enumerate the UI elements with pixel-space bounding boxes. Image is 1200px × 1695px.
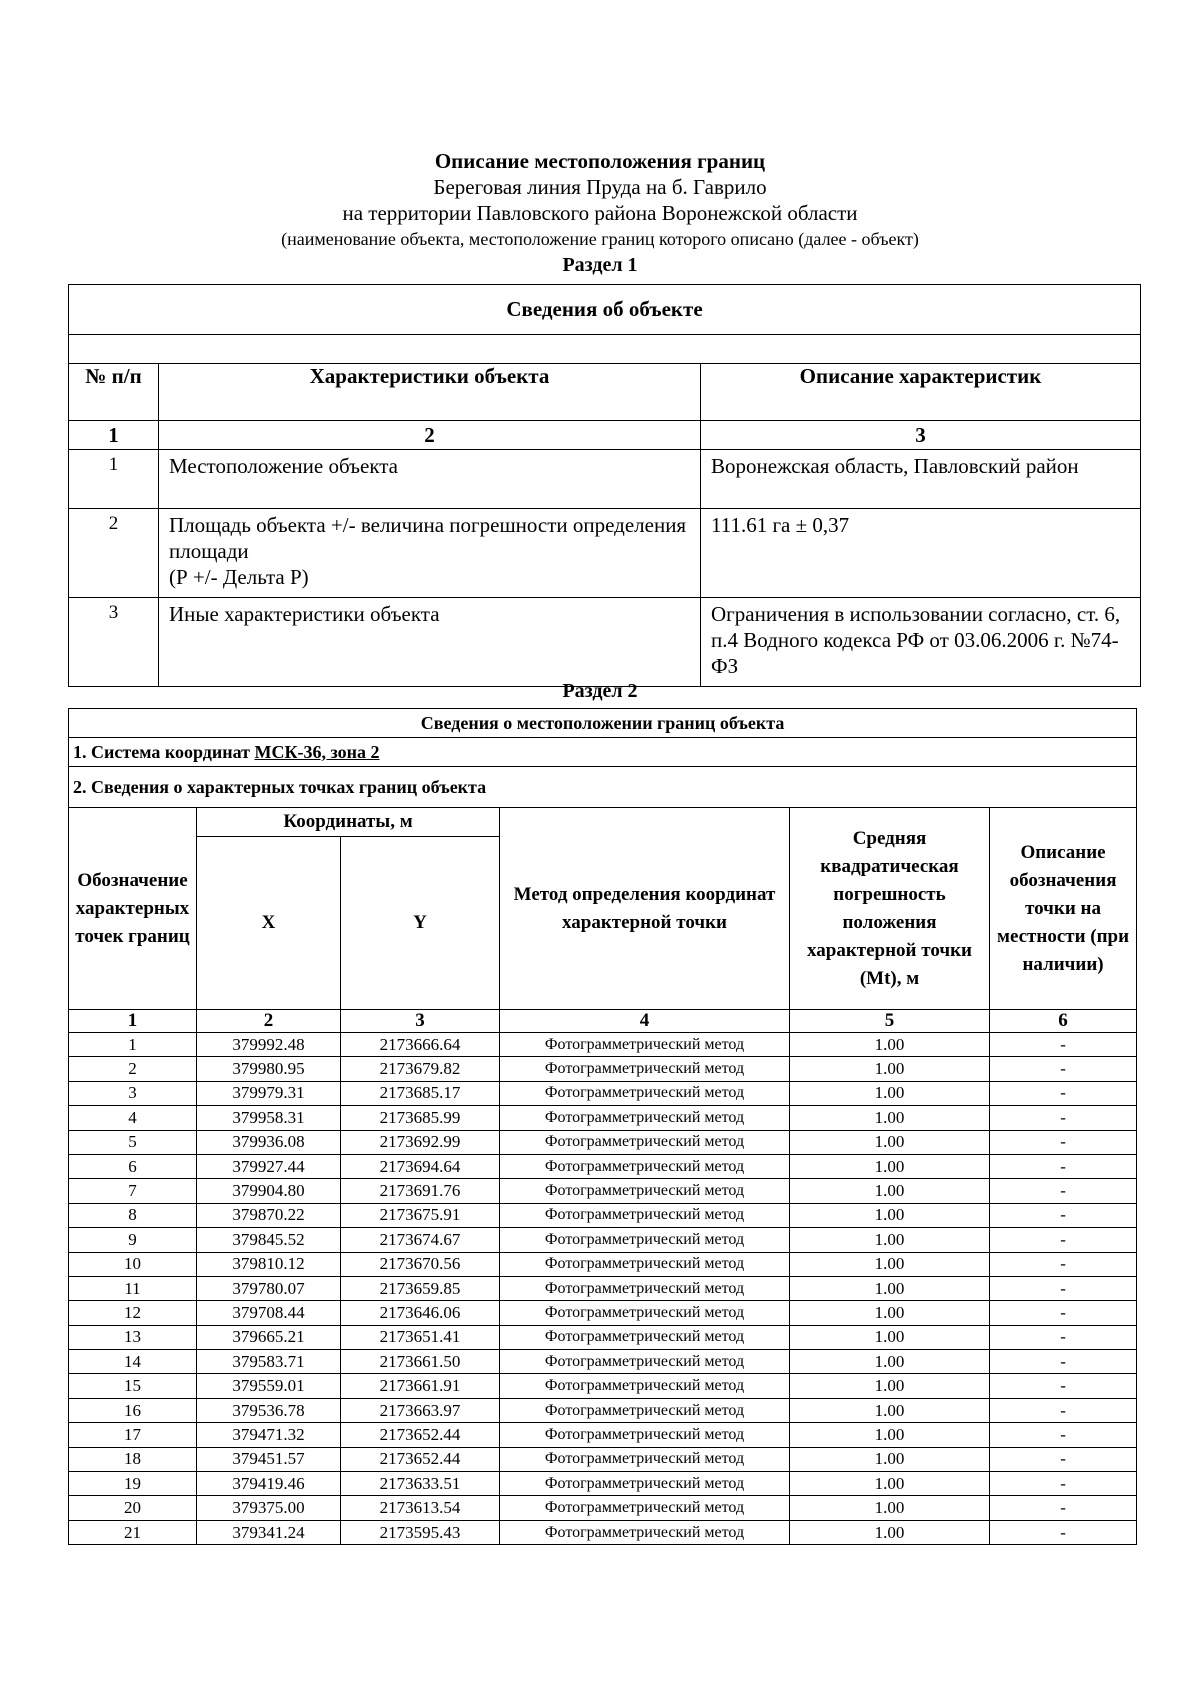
- row-number: 1: [69, 450, 159, 509]
- table-row: [69, 509, 1141, 598]
- point-number: 14: [69, 1350, 197, 1374]
- coordinate-system: [69, 738, 1137, 767]
- object-info-title: Сведения об объекте: [69, 285, 1141, 335]
- point-x: 379559.01: [197, 1374, 341, 1398]
- point-method: Фотограмметрический метод: [500, 1106, 790, 1130]
- point-description: -: [990, 1496, 1137, 1520]
- column-number: 2: [197, 1010, 341, 1033]
- column-number: 6: [990, 1010, 1137, 1033]
- point-x: 379958.31: [197, 1106, 341, 1130]
- object-name-note: (наименование объекта, местоположение границ которого описано (далее - объект): [281, 229, 919, 249]
- point-y: 2173595.43: [341, 1520, 500, 1544]
- point-number: 3: [69, 1081, 197, 1105]
- point-y: 2173646.06: [341, 1301, 500, 1325]
- point-number: 1: [69, 1033, 197, 1057]
- point-error: 1.00: [790, 1301, 990, 1325]
- point-x: 379904.80: [197, 1179, 341, 1203]
- point-number: 13: [69, 1325, 197, 1349]
- point-method: Фотограмметрический метод: [500, 1472, 790, 1496]
- table-row: [69, 1057, 1137, 1081]
- point-number: 10: [69, 1252, 197, 1276]
- point-error: 1.00: [790, 1374, 990, 1398]
- point-error: 1.00: [790, 1179, 990, 1203]
- point-error: 1.00: [790, 1472, 990, 1496]
- table-row: [69, 1350, 1137, 1374]
- point-x: 379870.22: [197, 1203, 341, 1227]
- point-method: Фотограмметрический метод: [500, 1301, 790, 1325]
- point-y: 2173675.91: [341, 1203, 500, 1227]
- point-method: Фотограмметрический метод: [500, 1447, 790, 1471]
- characteristic-name-main: Площадь объекта +/- величина погрешности определения площади: [169, 513, 687, 563]
- point-y: 2173652.44: [341, 1423, 500, 1447]
- point-error: 1.00: [790, 1057, 990, 1081]
- point-error: 1.00: [790, 1106, 990, 1130]
- point-error: 1.00: [790, 1350, 990, 1374]
- point-error: 1.00: [790, 1276, 990, 1300]
- point-method: Фотограмметрический метод: [500, 1179, 790, 1203]
- point-method: Фотограмметрический метод: [500, 1057, 790, 1081]
- point-y: 2173679.82: [341, 1057, 500, 1081]
- point-description: -: [990, 1179, 1137, 1203]
- point-number: 11: [69, 1276, 197, 1300]
- point-error: 1.00: [790, 1130, 990, 1154]
- column-number: 4: [500, 1010, 790, 1033]
- point-error: 1.00: [790, 1033, 990, 1057]
- point-description: -: [990, 1472, 1137, 1496]
- table-row: [69, 1203, 1137, 1227]
- point-error: 1.00: [790, 1398, 990, 1422]
- point-x: 379708.44: [197, 1301, 341, 1325]
- point-description: -: [990, 1228, 1137, 1252]
- document-title: Описание местоположения границ: [434, 149, 766, 173]
- point-x: 379845.52: [197, 1228, 341, 1252]
- point-y: 2173692.99: [341, 1130, 500, 1154]
- row-number: 2: [69, 509, 159, 598]
- point-y: 2173674.67: [341, 1228, 500, 1252]
- point-number: 7: [69, 1179, 197, 1203]
- col-header-method: Метод определения координат характерной точки: [500, 808, 790, 1010]
- point-method: Фотограмметрический метод: [500, 1276, 790, 1300]
- point-number: 5: [69, 1130, 197, 1154]
- points-section-title: 2. Сведения о характерных точках границ объекта: [69, 767, 1137, 808]
- table-row: [69, 1398, 1137, 1422]
- point-method: Фотограмметрический метод: [500, 1374, 790, 1398]
- table-row: [69, 1033, 1137, 1057]
- point-method: Фотограмметрический метод: [500, 1033, 790, 1057]
- table-row: [69, 1252, 1137, 1276]
- col-header-characteristic: Характеристики объекта: [159, 364, 701, 421]
- point-y: 2173666.64: [341, 1033, 500, 1057]
- table-row: [69, 1154, 1137, 1178]
- boundary-points-table: [68, 708, 1137, 1545]
- table-row: [69, 450, 1141, 509]
- characteristic-value: 111.61 га ± 0,37: [701, 509, 1141, 598]
- points-header-row: [69, 808, 1137, 837]
- point-y: 2173613.54: [341, 1496, 500, 1520]
- point-error: 1.00: [790, 1520, 990, 1544]
- point-error: 1.00: [790, 1228, 990, 1252]
- point-number: 16: [69, 1398, 197, 1422]
- point-error: 1.00: [790, 1423, 990, 1447]
- point-error: 1.00: [790, 1154, 990, 1178]
- table-row: [69, 1081, 1137, 1105]
- point-error: 1.00: [790, 1325, 990, 1349]
- table-row: [69, 1179, 1137, 1203]
- point-x: 379927.44: [197, 1154, 341, 1178]
- point-method: Фотограмметрический метод: [500, 1130, 790, 1154]
- point-description: -: [990, 1325, 1137, 1349]
- point-x: 379536.78: [197, 1398, 341, 1422]
- point-method: Фотограмметрический метод: [500, 1081, 790, 1105]
- column-number-row: [69, 421, 1141, 450]
- table-row: [69, 1276, 1137, 1300]
- point-y: 2173685.17: [341, 1081, 500, 1105]
- point-x: 379375.00: [197, 1496, 341, 1520]
- point-number: 17: [69, 1423, 197, 1447]
- point-method: Фотограмметрический метод: [500, 1154, 790, 1178]
- col-header-coordinates: Координаты, м: [197, 808, 500, 837]
- point-x: 379471.32: [197, 1423, 341, 1447]
- point-method: Фотограмметрический метод: [500, 1325, 790, 1349]
- point-description: -: [990, 1301, 1137, 1325]
- coordinate-system-label: 1. Система координат: [73, 741, 250, 762]
- col-header-y: Y: [341, 837, 500, 1010]
- point-x: 379583.71: [197, 1350, 341, 1374]
- table-row: [69, 1106, 1137, 1130]
- empty-row: [69, 335, 1141, 364]
- point-error: 1.00: [790, 1447, 990, 1471]
- document-header: [0, 148, 1200, 278]
- point-description: -: [990, 1252, 1137, 1276]
- point-x: 379341.24: [197, 1520, 341, 1544]
- characteristic-name: Иные характеристики объекта: [159, 598, 701, 687]
- point-number: 9: [69, 1228, 197, 1252]
- point-description: -: [990, 1398, 1137, 1422]
- point-y: 2173694.64: [341, 1154, 500, 1178]
- point-description: -: [990, 1081, 1137, 1105]
- point-y: 2173651.41: [341, 1325, 500, 1349]
- point-number: 19: [69, 1472, 197, 1496]
- object-territory: на территории Павловского района Воронежской области: [342, 201, 858, 225]
- col-header-number: № п/п: [69, 364, 159, 421]
- characteristic-name: Местоположение объекта: [159, 450, 701, 509]
- table-row: [69, 1228, 1137, 1252]
- point-number: 8: [69, 1203, 197, 1227]
- point-error: 1.00: [790, 1203, 990, 1227]
- point-method: Фотограмметрический метод: [500, 1252, 790, 1276]
- characteristic-value: Воронежская область, Павловский район: [701, 450, 1141, 509]
- table-row: [69, 1496, 1137, 1520]
- characteristic-name-formula: (Р +/- Дельта Р): [169, 565, 309, 589]
- col-header-error: Средняя квадратическая погрешность положения характерной точки (Mt), м: [790, 808, 990, 1010]
- table-row: [69, 1423, 1137, 1447]
- point-y: 2173670.56: [341, 1252, 500, 1276]
- point-y: 2173663.97: [341, 1398, 500, 1422]
- col-header-designation: Обозначение характерных точек границ: [69, 808, 197, 1010]
- point-x: 379980.95: [197, 1057, 341, 1081]
- point-method: Фотограмметрический метод: [500, 1496, 790, 1520]
- point-x: 379936.08: [197, 1130, 341, 1154]
- section2-heading: Раздел 2: [562, 680, 638, 702]
- section1-heading: Раздел 1: [562, 254, 638, 276]
- coordinate-system-value: МСК-36, зона 2: [254, 741, 380, 762]
- point-x: 379979.31: [197, 1081, 341, 1105]
- points-body: [69, 1033, 1137, 1545]
- point-description: -: [990, 1203, 1137, 1227]
- point-y: 2173661.50: [341, 1350, 500, 1374]
- column-number: 3: [341, 1010, 500, 1033]
- table-row: [69, 1447, 1137, 1471]
- boundary-table-title: Сведения о местоположении границ объекта: [69, 709, 1137, 738]
- column-number: 2: [159, 421, 701, 450]
- point-y: 2173661.91: [341, 1374, 500, 1398]
- point-y: 2173652.44: [341, 1447, 500, 1471]
- characteristic-name: [159, 509, 701, 598]
- point-description: -: [990, 1447, 1137, 1471]
- point-number: 2: [69, 1057, 197, 1081]
- point-description: -: [990, 1057, 1137, 1081]
- point-method: Фотограмметрический метод: [500, 1520, 790, 1544]
- column-number: 3: [701, 421, 1141, 450]
- column-number: 5: [790, 1010, 990, 1033]
- point-y: 2173659.85: [341, 1276, 500, 1300]
- table-row: [69, 1472, 1137, 1496]
- point-x: 379665.21: [197, 1325, 341, 1349]
- point-description: -: [990, 1130, 1137, 1154]
- col-header-point-description: Описание обозначения точки на местности (при наличии): [990, 808, 1137, 1010]
- point-description: -: [990, 1374, 1137, 1398]
- point-number: 21: [69, 1520, 197, 1544]
- point-error: 1.00: [790, 1081, 990, 1105]
- point-description: -: [990, 1520, 1137, 1544]
- point-description: -: [990, 1350, 1137, 1374]
- point-error: 1.00: [790, 1496, 990, 1520]
- table-row: [69, 598, 1141, 687]
- object-info-header-row: [69, 364, 1141, 421]
- point-x: 379780.07: [197, 1276, 341, 1300]
- point-description: -: [990, 1276, 1137, 1300]
- point-number: 12: [69, 1301, 197, 1325]
- point-description: -: [990, 1106, 1137, 1130]
- point-y: 2173633.51: [341, 1472, 500, 1496]
- object-name: Береговая линия Пруда на б. Гаврило: [433, 175, 767, 199]
- column-number: 1: [69, 421, 159, 450]
- col-header-x: X: [197, 837, 341, 1010]
- point-description: -: [990, 1154, 1137, 1178]
- point-method: Фотограмметрический метод: [500, 1350, 790, 1374]
- table-row: [69, 1520, 1137, 1544]
- point-y: 2173685.99: [341, 1106, 500, 1130]
- point-x: 379810.12: [197, 1252, 341, 1276]
- point-method: Фотограмметрический метод: [500, 1228, 790, 1252]
- point-method: Фотограмметрический метод: [500, 1423, 790, 1447]
- table-row: [69, 1301, 1137, 1325]
- object-info-table: [68, 284, 1141, 687]
- point-x: 379451.57: [197, 1447, 341, 1471]
- point-method: Фотограмметрический метод: [500, 1398, 790, 1422]
- point-description: -: [990, 1423, 1137, 1447]
- table-row: [69, 1325, 1137, 1349]
- point-y: 2173691.76: [341, 1179, 500, 1203]
- column-number: 1: [69, 1010, 197, 1033]
- table-row: [69, 1130, 1137, 1154]
- column-number-row: [69, 1010, 1137, 1033]
- table-row: [69, 1374, 1137, 1398]
- point-x: 379419.46: [197, 1472, 341, 1496]
- point-number: 20: [69, 1496, 197, 1520]
- point-number: 6: [69, 1154, 197, 1178]
- point-x: 379992.48: [197, 1033, 341, 1057]
- point-number: 4: [69, 1106, 197, 1130]
- point-number: 18: [69, 1447, 197, 1471]
- point-error: 1.00: [790, 1252, 990, 1276]
- col-header-description: Описание характеристик: [701, 364, 1141, 421]
- point-method: Фотограмметрический метод: [500, 1203, 790, 1227]
- point-number: 15: [69, 1374, 197, 1398]
- row-number: 3: [69, 598, 159, 687]
- characteristic-value: Ограничения в использовании согласно, ст. 6, п.4 Водного кодекса РФ от 03.06.2006 г. №74-ФЗ: [701, 598, 1141, 687]
- point-description: -: [990, 1033, 1137, 1057]
